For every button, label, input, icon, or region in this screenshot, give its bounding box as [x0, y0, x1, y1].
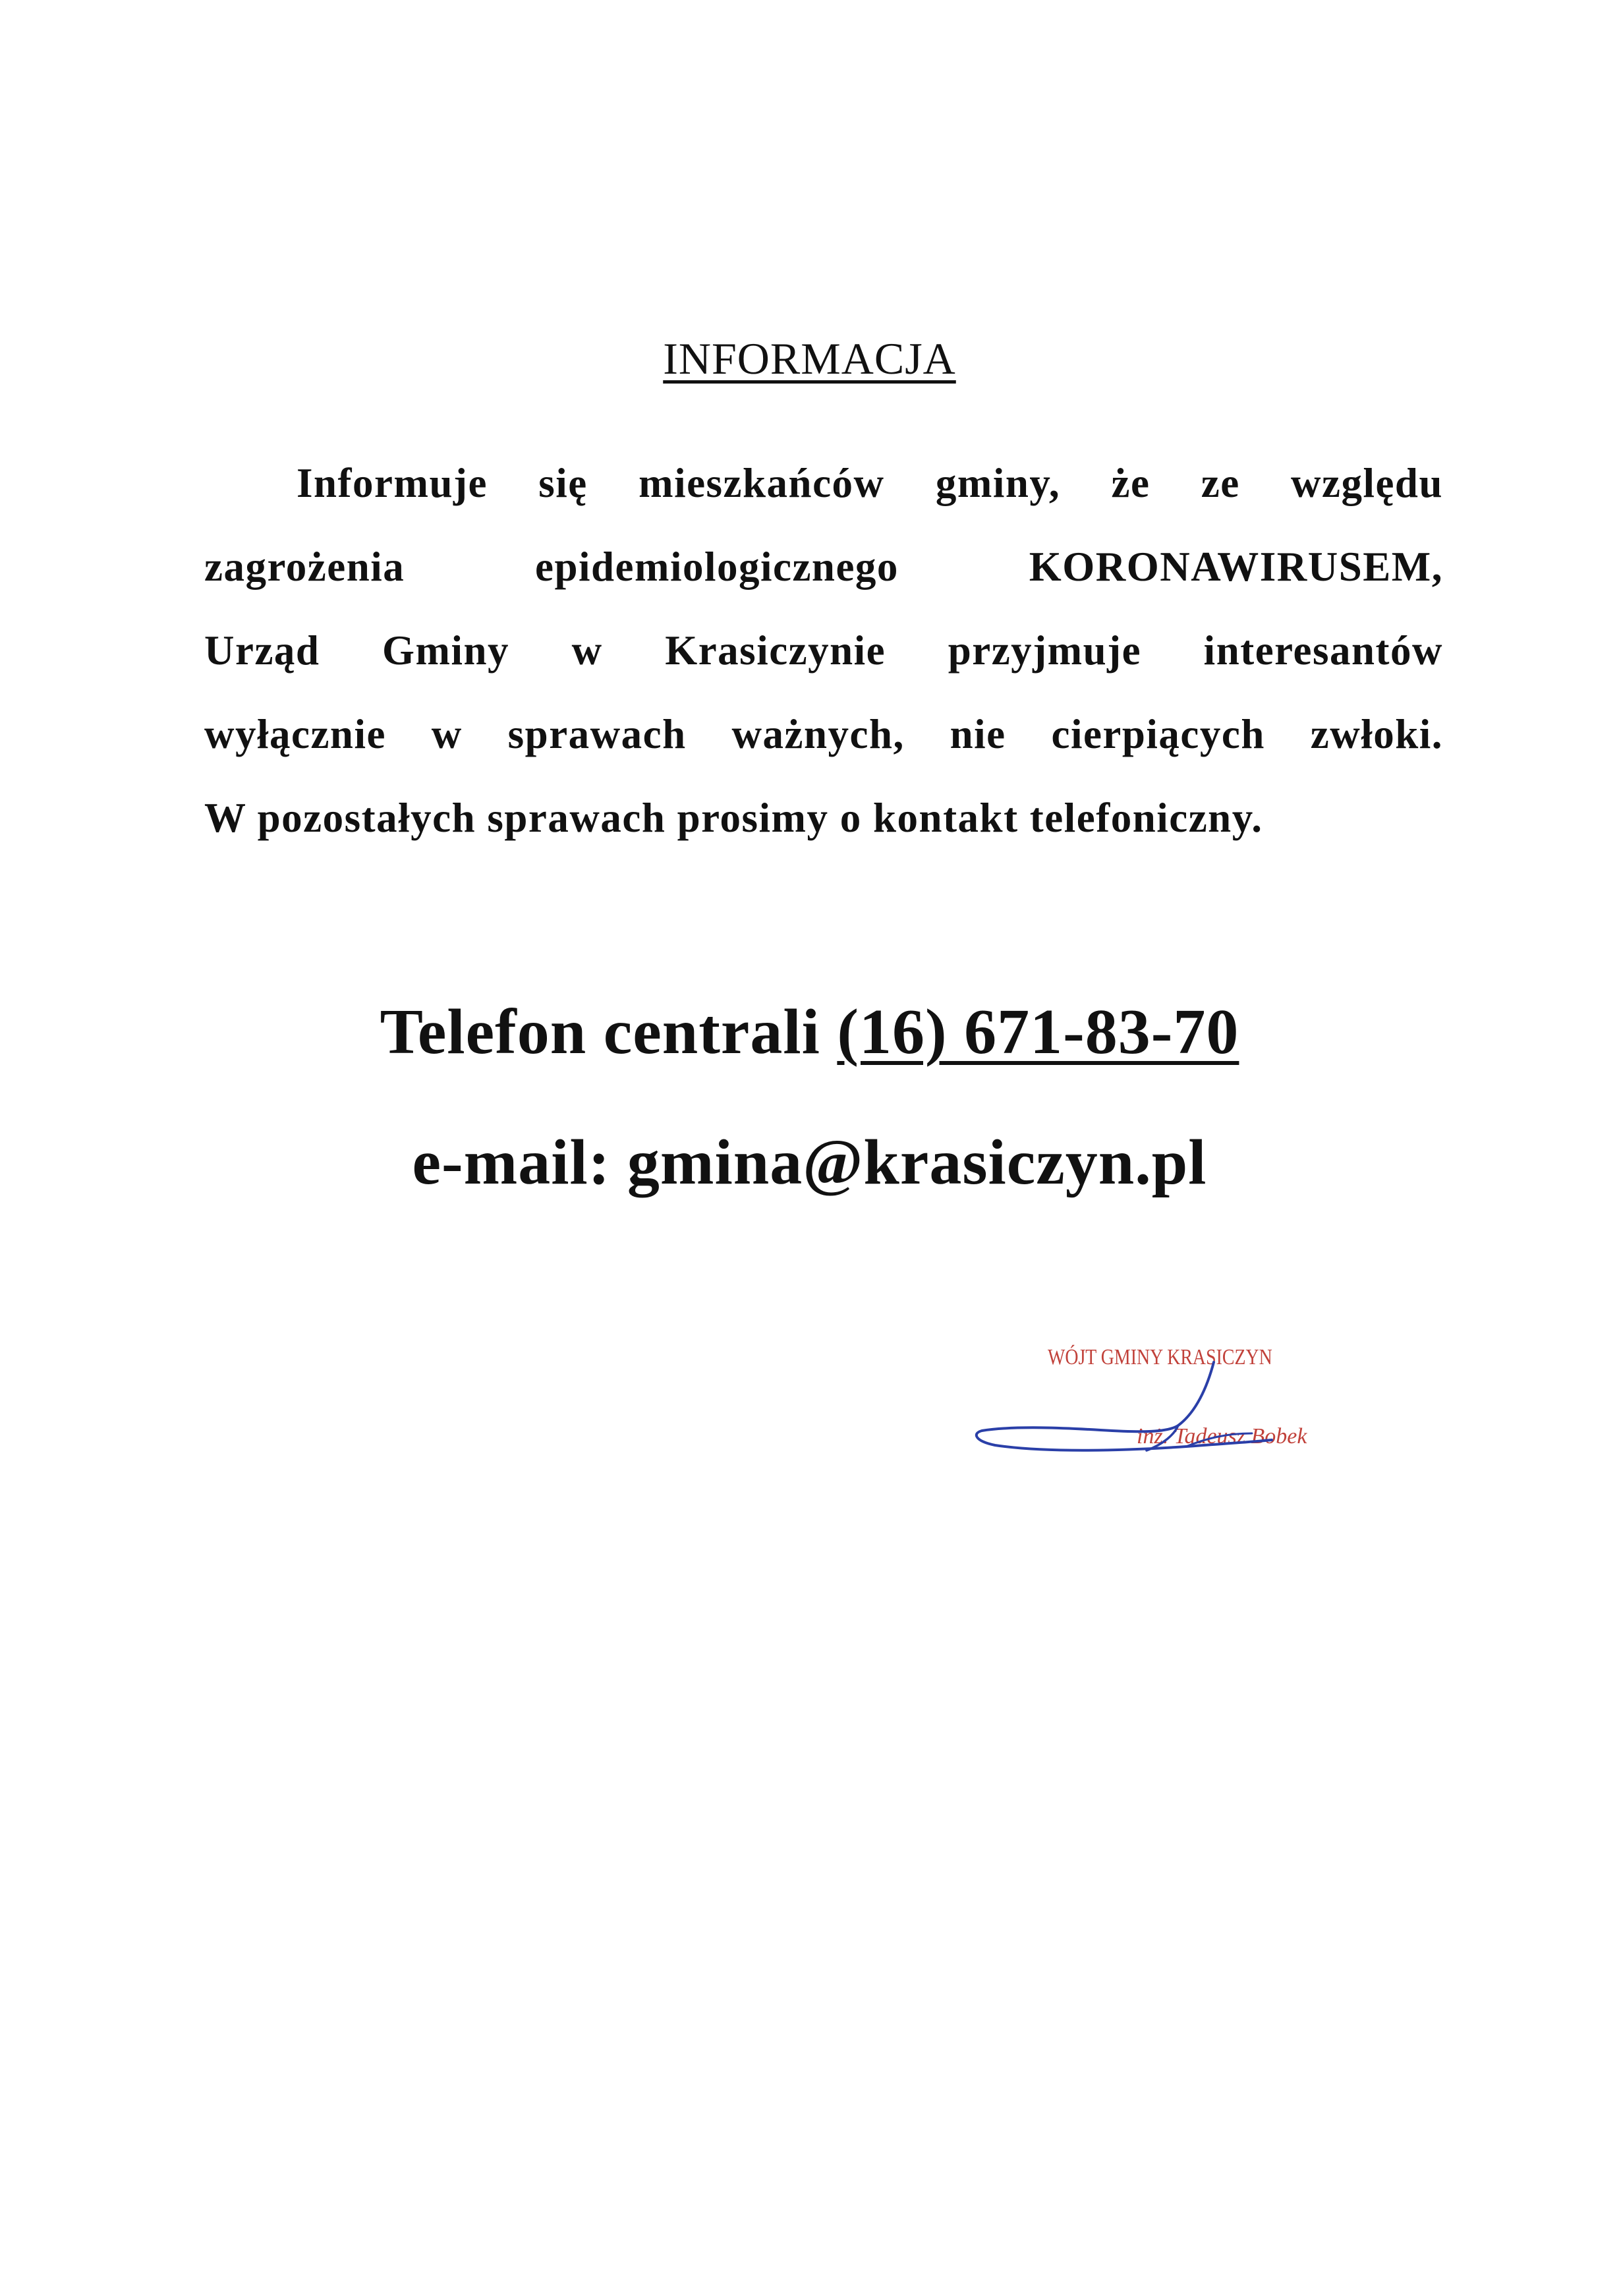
heading-text: INFORMACJA — [663, 333, 956, 384]
body-line: Urząd Gminy w Krasiczynie przyjmuje interesantów — [204, 627, 1443, 674]
body-line: wyłącznie w sprawach ważnych, nie cierpiących zwłoki. — [204, 711, 1443, 757]
body-line: zagrożenia epidemiologicznego KORONAWIRUSEM, — [204, 544, 1443, 590]
announcement-body — [204, 442, 1443, 860]
official-stamp — [969, 1335, 1377, 1493]
phone-line — [0, 995, 1619, 1069]
email-line: e-mail: gmina@krasiczyn.pl — [412, 1127, 1207, 1198]
document-heading — [0, 333, 1619, 385]
phone-label: Telefon centrali — [380, 996, 838, 1068]
stamp-name: inż. Tadeusz Bobek — [1137, 1424, 1307, 1449]
phone-number: (16) 671-83-70 — [837, 996, 1239, 1068]
body-line: Informuje się mieszkańców gminy, że ze względu — [297, 460, 1443, 506]
stamp-title: WÓJT GMINY KRASICZYN — [1048, 1345, 1272, 1369]
body-line: W pozostałych sprawach prosimy o kontakt telefoniczny. — [204, 795, 1263, 841]
